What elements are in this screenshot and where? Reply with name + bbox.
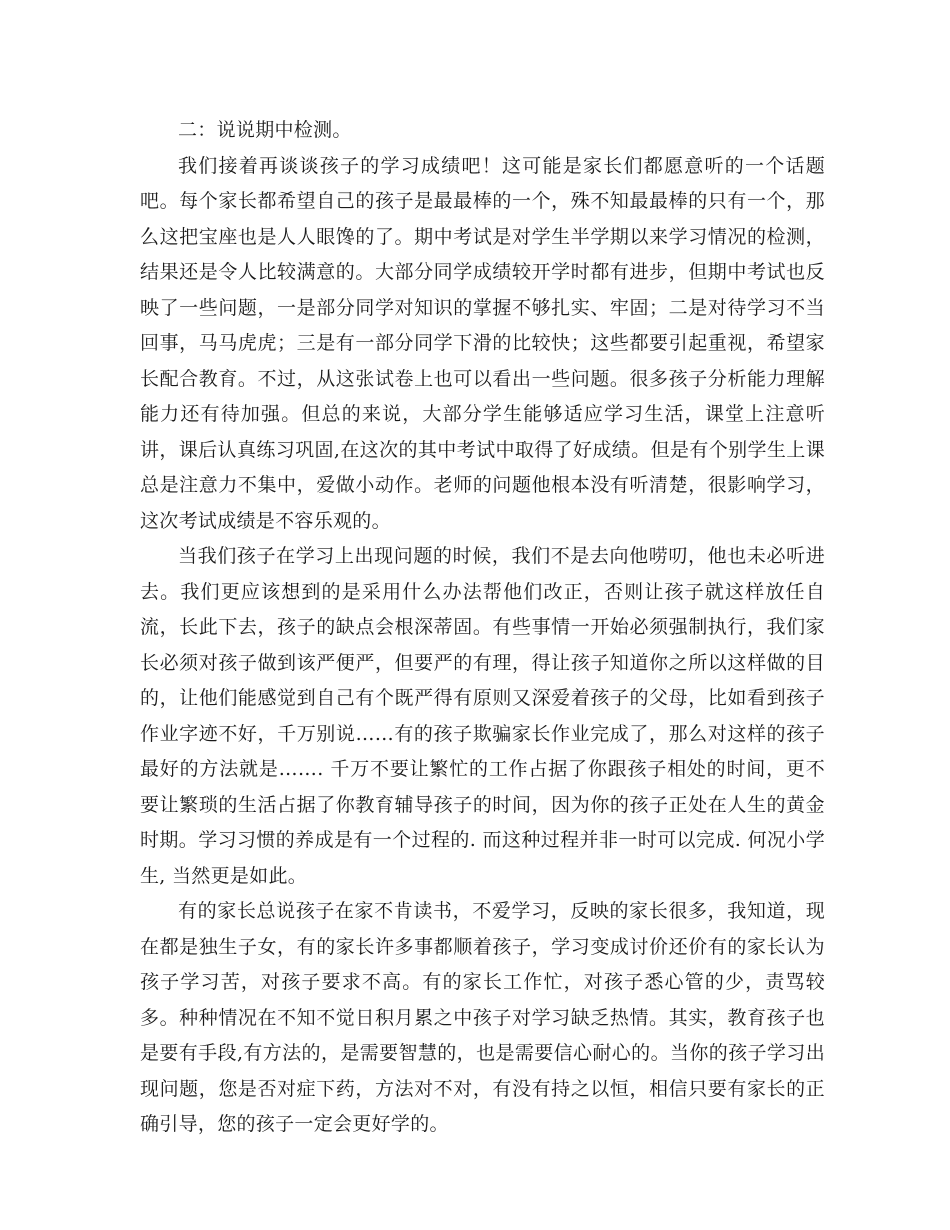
- document-body: [140, 113, 825, 1143]
- section-heading: 二：说说期中检测。: [178, 119, 352, 141]
- paragraph-study-habits: 有的家长总说孩子在家不肯读书，不爱学习，反映的家长很多，我知道，现在都是独生子女，有的家长许多事都顺着孩子，学习变成讨价还价有的家长认为孩子学习苦，对孩子要求不高。有的家长工作忙，对孩子悉心管的少，责骂较多。种种情况在不知不觉日积月累之中孩子对学习缺乏热情。其实，教育孩子也是要有手段,有方法的，是需要智慧的，也是需要信心耐心的。当你的孩子学习出现问题，您是否对症下药，方法对不对，有没有持之以恒，相信只要有家长的正确引导，您的孩子一定会更好学的。: [140, 900, 825, 1135]
- paragraph-parent-guidance: 当我们孩子在学习上出现问题的时候，我们不是去向他唠叨，他也未必听进去。我们更应该想到的是采用什么办法帮他们改正，否则让孩子就这样放任自流，长此下去，孩子的缺点会根深蒂固。有些事情一开始必须强制执行，我们家长必须对孩子做到该严便严，但要严的有理，得让孩子知道你之所以这样做的目的，让他们能感觉到自己有个既严得有原则又深爱着孩子的父母，比如看到孩子作业字迹不好，千万别说……有的孩子欺骗家长作业完成了，那么对这样的孩子最好的方法就是……. 千万不要让繁忙的工作占据了你跟孩子相处的时间，更不要让繁琐的生活占据了你教育辅导孩子的时间，因为你的孩子正处在人生的黄金时期。学习习惯的养成是有一个过程的. 而这种过程并非一时可以完成. 何况小学生, 当然更是如此。: [140, 545, 825, 887]
- paragraph-exam-results: 我们接着再谈谈孩子的学习成绩吧！这可能是家长们都愿意听的一个话题吧。每个家长都希望自己的孩子是最最棒的一个，殊不知最最棒的只有一个，那么这把宝座也是人人眼馋的了。期中考试是对学生半学期以来学习情况的检测，结果还是令人比较满意的。大部分同学成绩较开学时都有进步，但期中考试也反映了一些问题，一是部分同学对知识的掌握不够扎实、牢固；二是对待学习不当回事，马马虎虎；三是有一部分同学下滑的比较快；这些都要引起重视，希望家长配合教育。不过，从这张试卷上也可以看出一些问题。很多孩子分析能力理解能力还有待加强。但总的来说，大部分学生能够适应学习生活，课堂上注意听讲，课后认真练习巩固,在这次的其中考试中取得了好成绩。但是有个别学生上课总是注意力不集中，爱做小动作。老师的问题他根本没有听清楚，很影响学习，这次考试成绩是不容乐观的。: [140, 154, 825, 532]
